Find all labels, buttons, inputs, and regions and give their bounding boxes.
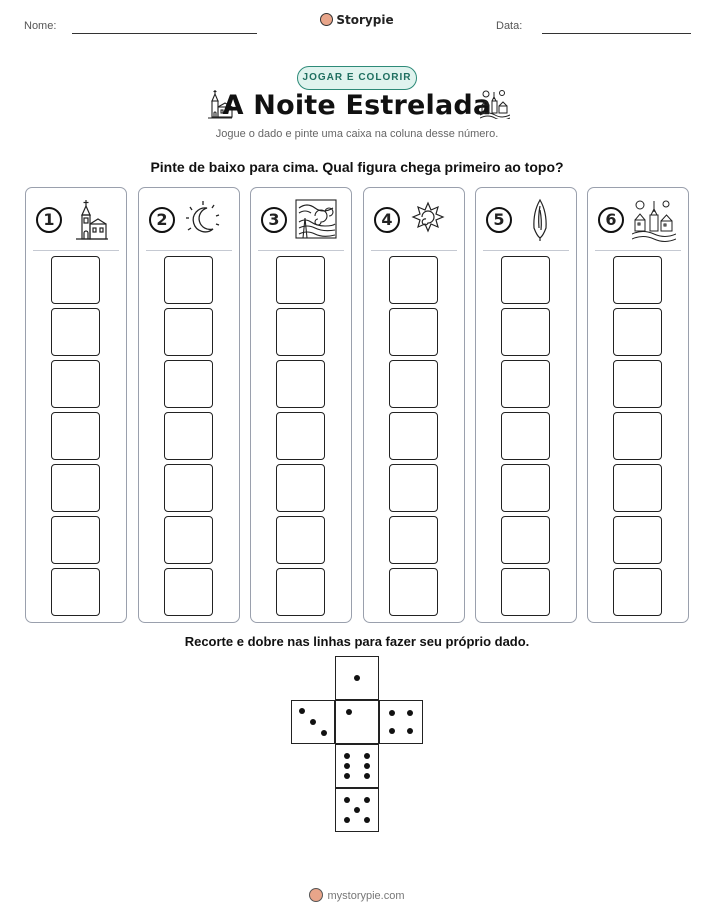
column-number: 3 [261,207,287,233]
column-divider [371,250,457,251]
die-pip [344,753,350,759]
column-number: 5 [486,207,512,233]
die-pip [389,710,395,716]
village-icon [632,198,676,242]
die-face-3 [291,700,335,744]
color-box[interactable] [164,256,213,304]
die-pip [407,710,413,716]
crescent-moon-icon [183,198,223,242]
color-box[interactable] [276,412,325,460]
color-box[interactable] [276,464,325,512]
color-box[interactable] [501,360,550,408]
die-pip [354,807,360,813]
cypress-tree-icon [520,198,560,242]
mascot-icon [309,888,323,902]
die-pip [364,817,370,823]
color-box[interactable] [51,308,100,356]
column-4 [363,187,465,623]
die-pip [364,797,370,803]
color-box[interactable] [51,412,100,460]
die-pip [344,763,350,769]
column-number: 1 [36,207,62,233]
page-title: A Noite Estrelada [222,90,492,121]
star-icon [408,198,448,242]
color-box[interactable] [51,568,100,616]
die-pip [321,730,327,736]
village-icon [480,89,510,119]
die-pip [299,708,305,714]
die-pip [407,728,413,734]
color-box[interactable] [276,360,325,408]
swirling-sky-icon [295,198,339,242]
brand-name: Storypie [336,13,394,27]
die-pip [364,773,370,779]
die-pip [344,773,350,779]
color-box[interactable] [389,464,438,512]
die-face-5 [335,788,379,832]
instruction: Pinte de baixo para cima. Qual figura chega primeiro ao topo? [150,159,564,175]
subtitle: Jogue o dado e pinte uma caixa na coluna desse número. [215,128,499,140]
color-box[interactable] [389,412,438,460]
color-box[interactable] [501,256,550,304]
column-divider [258,250,344,251]
die-pip [346,709,352,715]
date-line[interactable] [542,33,691,34]
church-icon [70,198,110,242]
color-box[interactable] [501,308,550,356]
color-box[interactable] [164,568,213,616]
die-face-1 [335,700,379,744]
die-pip [354,675,360,681]
mascot-icon [320,13,333,26]
column-1 [25,187,127,623]
column-divider [483,250,569,251]
die-face-1 [335,656,379,700]
color-box[interactable] [164,412,213,460]
color-box[interactable] [276,516,325,564]
column-divider [595,250,681,251]
footer-url[interactable]: mystorypie.com [327,890,405,902]
die-instruction: Recorte e dobre nas linhas para fazer seu próprio dado. [184,634,530,649]
color-box[interactable] [613,308,662,356]
column-number: 2 [149,207,175,233]
color-box[interactable] [501,568,550,616]
color-box[interactable] [501,516,550,564]
color-box[interactable] [164,308,213,356]
column-5 [475,187,577,623]
color-box[interactable] [51,256,100,304]
color-box[interactable] [164,360,213,408]
color-box[interactable] [164,464,213,512]
color-box[interactable] [613,464,662,512]
color-box[interactable] [51,464,100,512]
die-face-4 [379,700,423,744]
color-box[interactable] [613,412,662,460]
color-box[interactable] [164,516,213,564]
column-6 [587,187,689,623]
column-2 [138,187,240,623]
color-box[interactable] [276,568,325,616]
footer [0,888,714,902]
die-pip [344,817,350,823]
brand-logo [0,13,714,27]
color-box[interactable] [501,412,550,460]
color-box[interactable] [501,464,550,512]
die-face-6 [335,744,379,788]
color-box[interactable] [613,568,662,616]
column-divider [33,250,119,251]
name-line[interactable] [72,33,257,34]
column-3 [250,187,352,623]
die-pip [364,753,370,759]
color-box[interactable] [389,516,438,564]
color-box[interactable] [389,308,438,356]
die-pip [389,728,395,734]
color-box[interactable] [613,256,662,304]
die-pip [310,719,316,725]
column-number: 6 [598,207,624,233]
date-label: Data: [496,20,523,32]
color-box[interactable] [389,256,438,304]
die-pip [344,797,350,803]
color-box[interactable] [276,308,325,356]
color-box[interactable] [51,360,100,408]
color-box[interactable] [389,360,438,408]
color-box[interactable] [51,516,100,564]
name-label: Nome: [24,20,57,32]
color-box[interactable] [276,256,325,304]
color-box[interactable] [613,516,662,564]
color-box[interactable] [613,360,662,408]
column-divider [146,250,232,251]
column-number: 4 [374,207,400,233]
activity-badge: JOGAR E COLORIR [297,66,417,90]
color-box[interactable] [389,568,438,616]
die-pip [364,763,370,769]
